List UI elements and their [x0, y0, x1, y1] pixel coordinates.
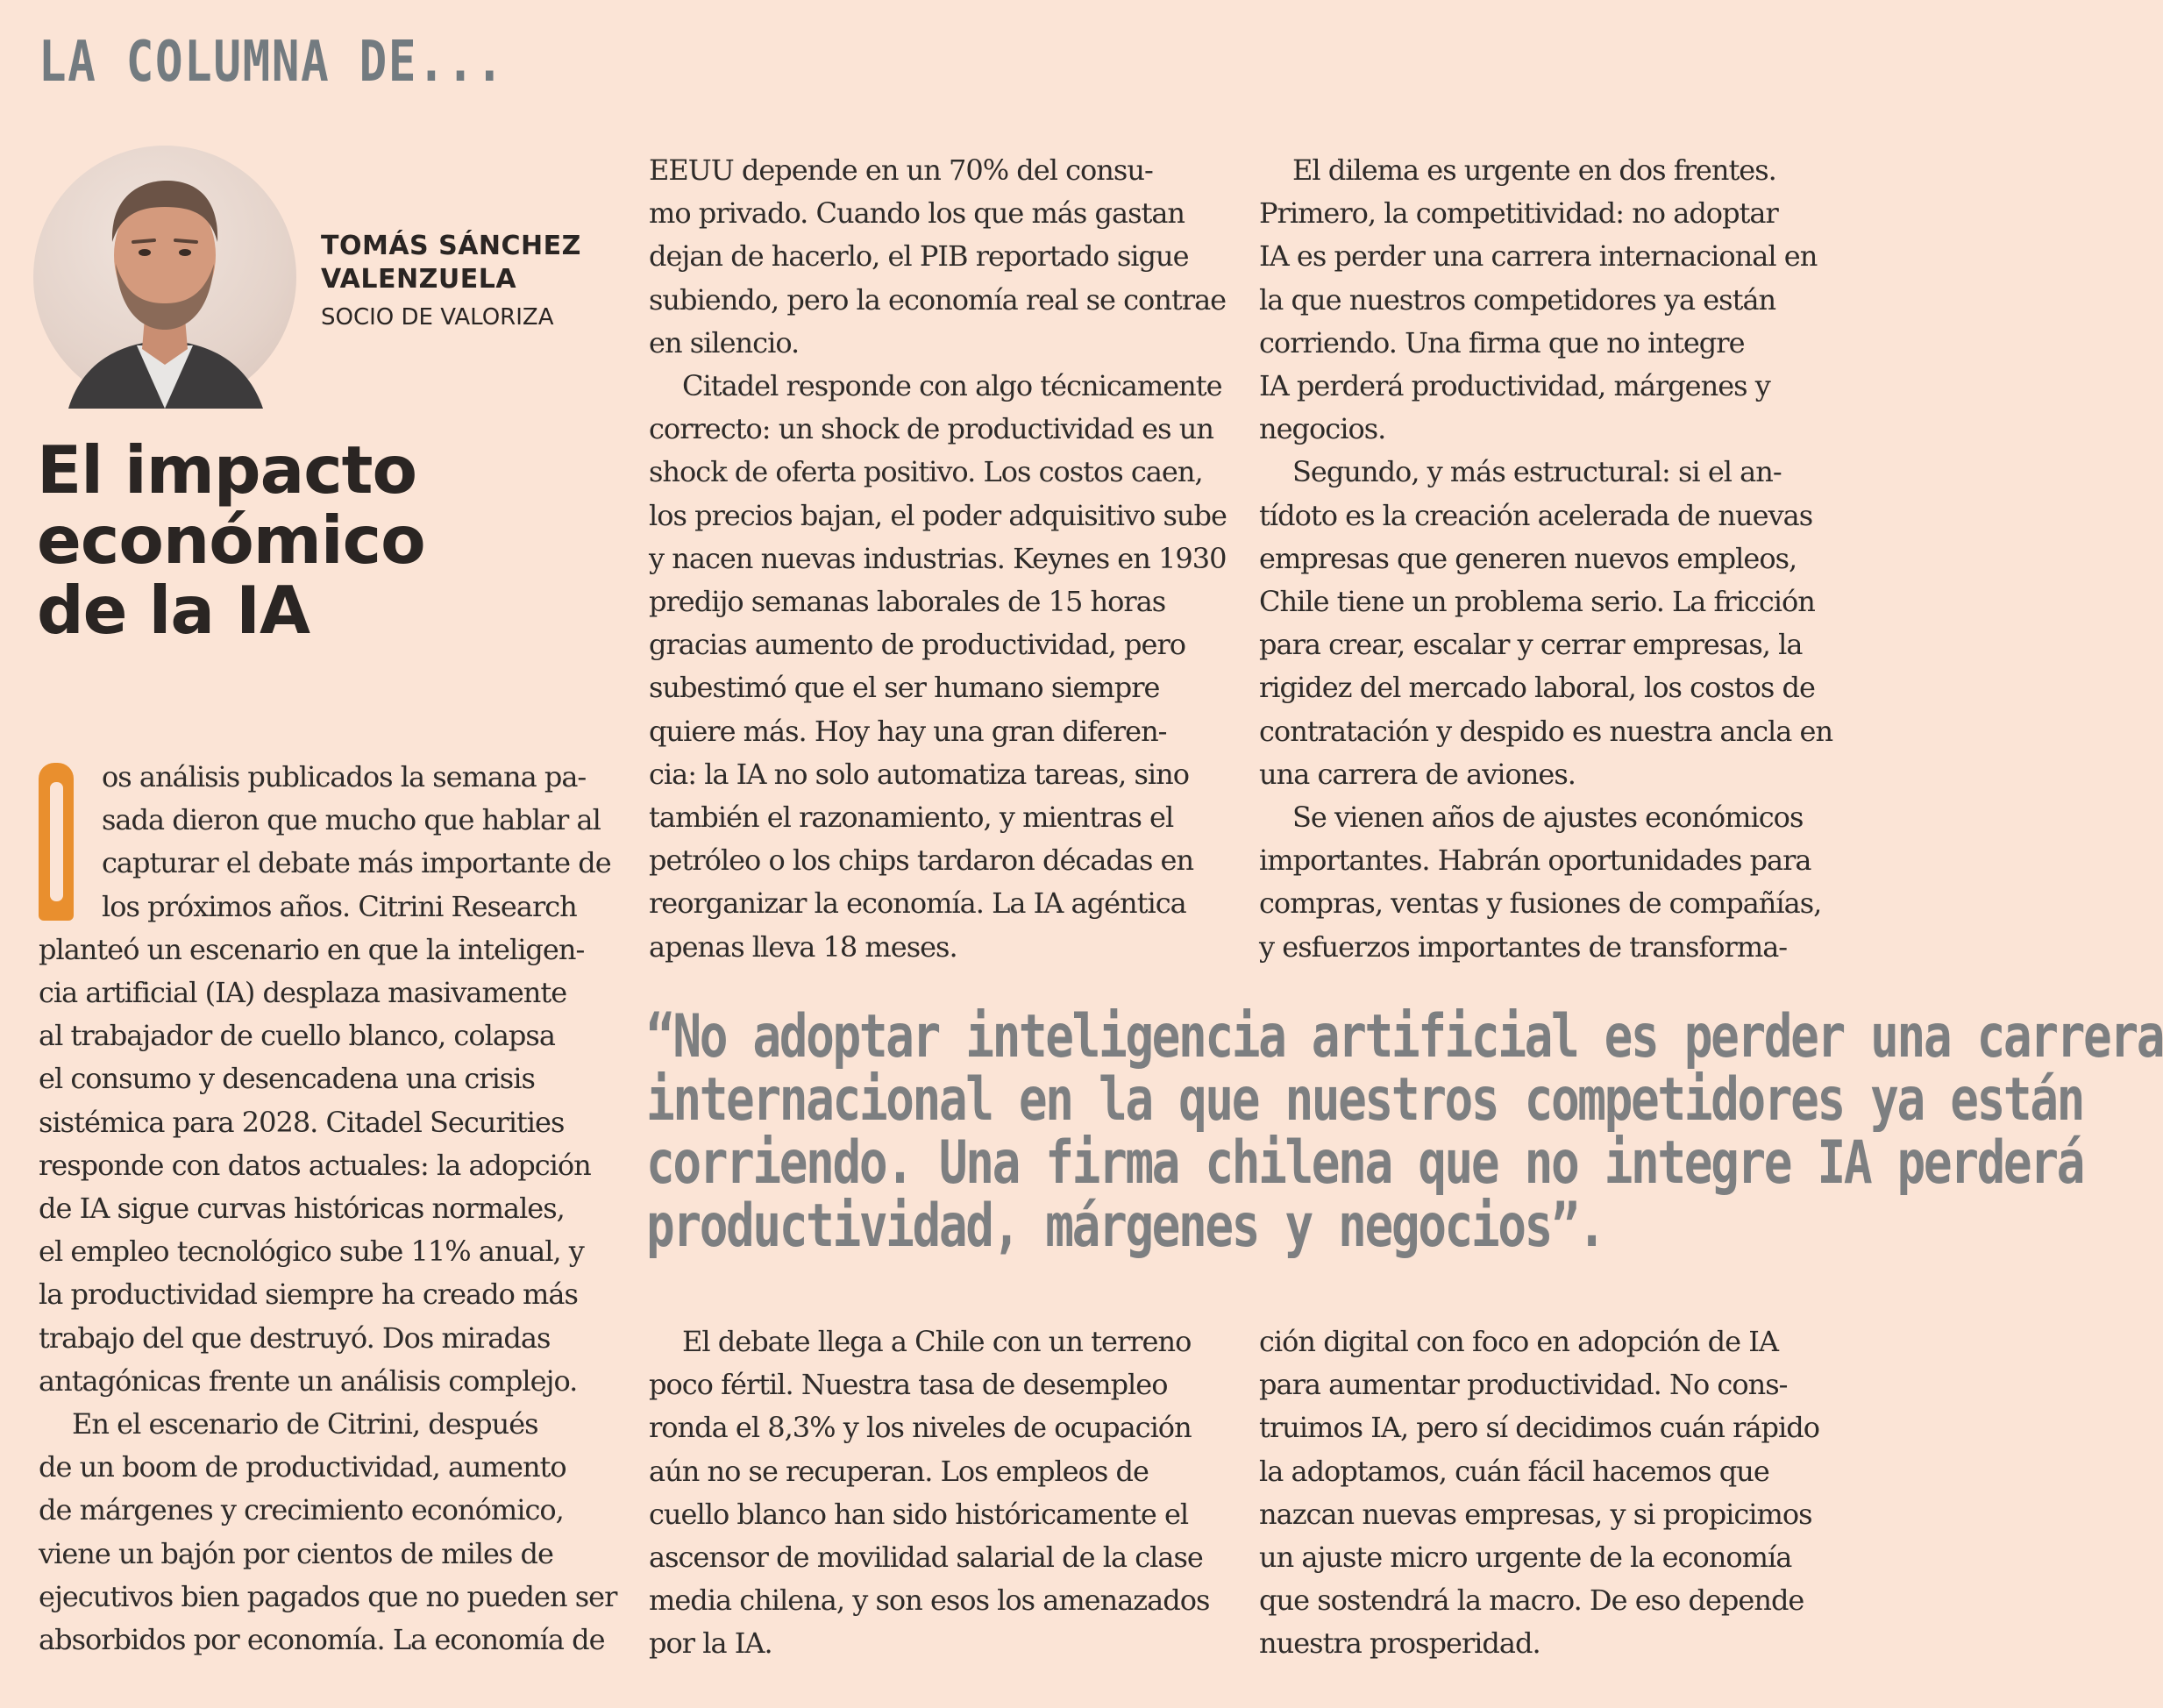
section-kicker: LA COLUMNA DE...: [39, 30, 505, 95]
paragraph-9: ción digital con foco en adopción de IA para aumentar productividad. No cons- truimos IA, pero sí decidimos cuán rápido la adoptamos, cuán fácil hacemos que nazcan nuevas empresas, y si propicimos un ajuste micro urgente de la economía que sostendrá la macro. De eso depende nuestra prosperidad.: [1259, 1325, 1820, 1661]
column-1: [39, 756, 617, 1662]
author-role: SOCIO DE VALORIZA: [321, 304, 554, 331]
paragraph-6: Segundo, y más estructural: si el an- tídoto es la creación acelerada de nuevas empresas que generen nuevos empleos, Chile tiene un problema serio. La fricción para crear, escalar y cerrar empresas, la rigidez del mercado laboral, los costos de contratación y despido es nuestra ancla en una carrera de aviones.: [1259, 455, 1833, 791]
paragraph-7: Se vienen años de ajustes económicos importantes. Habrán oportunidades para compras, ventas y fusiones de compañías, y esfuerzos importantes de transforma-: [1259, 801, 1822, 964]
paragraph-2: En el escenario de Citrini, después de un boom de productividad, aumento de márgenes y crecimiento económico, viene un bajón por cientos de miles de ejecutivos bien pagados que no pueden ser absorbidos por economía. La economía de: [39, 1407, 617, 1657]
paragraph-4: Citadel responde con algo técnicamente correcto: un shock de productividad es un shock de oferta positivo. Los costos caen, los precios bajan, el poder adquisitivo sube y nacen nuevas industrias. Keynes en 1930 predijo semanas laborales de 15 horas gracias aumento de productividad, pero subestimó que el ser humano siempre quiere más. Hoy hay una gran diferen- cia: la IA no solo automatiza tareas, sino también el razonamiento, y mientras el petróleo o los chips tardaron décadas en reorganizar la economía. La IA agéntica apenas lleva 18 meses.: [649, 369, 1227, 964]
dropcap-letter-d: [39, 763, 74, 921]
column-2-top: [649, 149, 1227, 969]
column-2-bottom: [649, 1320, 1227, 1666]
paragraph-1: os análisis publicados la semana pa- sada dieron que mucho que hablar al capturar el debate más importante de los próximos años. Citrini Research planteó un escenario en que la inteligen- cia artificial (IA) desplaza masivamente al trabajador de cuello blanco, colapsa el consumo y desencadena una crisis sistémica para 2028. Citadel Securities responde con datos actuales: la adopción de IA sigue curvas históricas normales, el empleo tecnológico sube 11% anual, y la productividad siempre ha creado más trabajo del que destruyó. Dos miradas antagónicas frente un análisis complejo.: [39, 760, 611, 1398]
paragraph-8: El debate llega a Chile con un terreno poco fértil. Nuestra tasa de desempleo ronda el 8,3% y los niveles de ocupación aún no se recuperan. Los empleos de cuello blanco han sido históricamente el ascensor de movilidad salarial de la clase media chilena, y son esos los amenazados por la IA.: [649, 1325, 1210, 1661]
column-3-bottom: [1259, 1320, 1838, 1666]
author-name: TOMÁS SÁNCHEZ VALENZUELA: [321, 231, 581, 295]
author-photo: [33, 146, 296, 409]
pull-quote: “No adoptar inteligencia artificial es perder una carrera internacional en la que nuestros competidores ya están corriendo. Una firma chilena que no integre IA perderá productividad, márgenes y negocios”.: [646, 1002, 2163, 1261]
paragraph-5: El dilema es urgente en dos frentes. Primero, la competitividad: no adoptar IA es perder una carrera internacional en la que nuestros competidores ya están corriendo. Una firma que no integre IA perderá productividad, márgenes y negocios.: [1259, 153, 1818, 446]
author-byline: [321, 230, 584, 335]
article-headline: El impacto económico de la IA: [37, 431, 425, 649]
column-3-top: [1259, 149, 1838, 969]
paragraph-3: EEUU depende en un 70% del consu- mo privado. Cuando los que más gastan dejan de hacerlo, el PIB reportado sigue subiendo, pero la economía real se contrae en silencio.: [649, 153, 1227, 359]
